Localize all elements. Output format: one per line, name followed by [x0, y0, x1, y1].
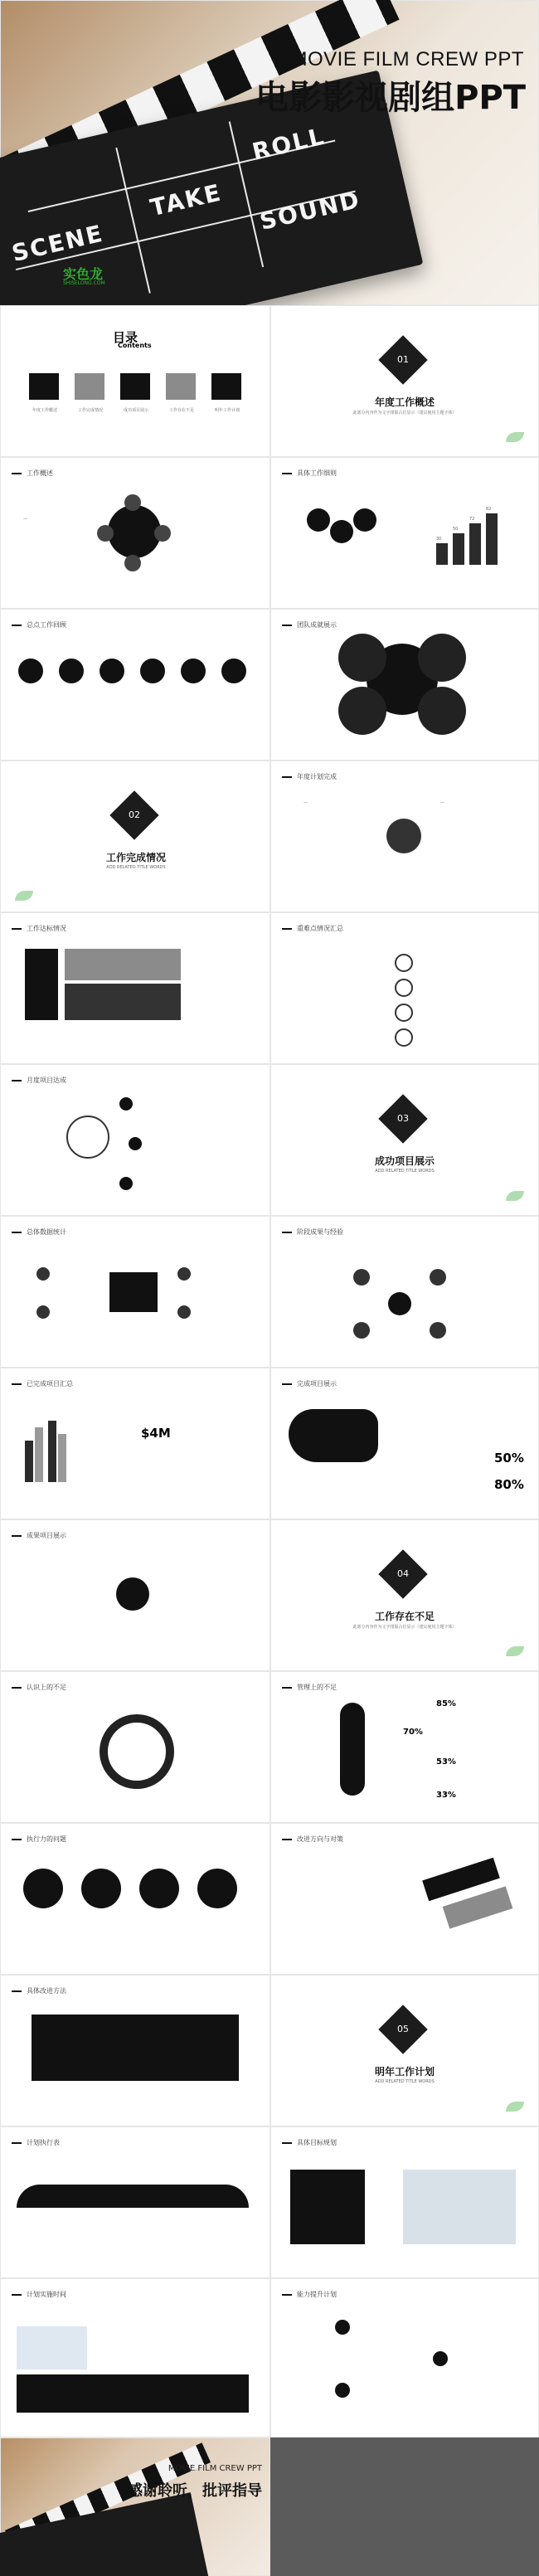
execution-icon [81, 1869, 121, 1908]
slide-header: 能力提升计划 [282, 2290, 337, 2299]
section-subtitle: 此部分内容作为文字排版占位显示（建议使用主题字体） [352, 1625, 457, 1630]
toc-title: 目录 [113, 330, 138, 345]
section-number: 05 [397, 2024, 409, 2034]
ring-chart [100, 1714, 174, 1789]
chart-bar [469, 523, 481, 565]
map-shape [289, 1409, 378, 1462]
stat-icon [36, 1305, 50, 1319]
cover-title: 电影影视剧组PPT [255, 79, 526, 117]
slide-header: 改进方向与对策 [282, 1835, 343, 1844]
board-word: TAKE [148, 178, 225, 222]
board-word: SOUND [257, 185, 363, 236]
section-number: 01 [397, 354, 409, 365]
network-node [129, 1137, 142, 1150]
plant-decoration [15, 891, 33, 901]
section-title: 成功项目展示 [374, 1155, 435, 1167]
ability-node [433, 2351, 448, 2366]
slide-toc [0, 305, 270, 457]
method-grid [32, 2015, 239, 2081]
board-word: SCENE [9, 219, 107, 268]
toc-item: 工作存在不足 [168, 408, 194, 413]
award-icon [386, 819, 421, 853]
closing-english-title: MOVIE FILM CREW PPT [168, 2464, 262, 2473]
toc-item: 工作完成情况 [77, 408, 103, 413]
outer-node [353, 1269, 370, 1286]
bar-value: 72 [469, 517, 475, 522]
bar-value: 50 [453, 527, 459, 532]
step-circle [395, 979, 413, 997]
flower-petal [418, 687, 466, 735]
plant-decoration [506, 432, 524, 442]
photo-placeholder [17, 2326, 87, 2369]
section-number: 02 [129, 809, 140, 820]
toc-item: 明年工作计划 [214, 408, 240, 413]
network-node [66, 1115, 109, 1159]
slide-header: 具体改进方法 [12, 1986, 66, 1995]
section-number: 04 [397, 1568, 409, 1579]
percent-label: 80% [494, 1477, 524, 1492]
review-icon [18, 659, 43, 683]
step-circle [395, 954, 413, 972]
review-icon [59, 659, 84, 683]
outer-node [353, 1322, 370, 1339]
key-icon-block [109, 1272, 158, 1312]
image-panel [65, 949, 181, 980]
board-word: ROLL [250, 122, 328, 166]
slide-header: 具体工作细则 [282, 469, 337, 478]
percent-label: 53% [436, 1757, 456, 1767]
slide-management [270, 1671, 539, 1823]
flower-petal [418, 634, 466, 682]
mountain-shape [17, 2185, 249, 2208]
slide-ability [270, 2278, 539, 2437]
slide-header: 执行力的问题 [12, 1835, 66, 1844]
slide-execution [0, 1823, 270, 1975]
toc-item: 成功项目展示 [123, 408, 148, 413]
logo-text: 实色龙 [63, 266, 104, 282]
chart-bar [436, 543, 448, 565]
section-title: 年度工作概述 [374, 396, 435, 408]
section-number-diamond [378, 1094, 427, 1143]
section-slide-04 [270, 1519, 539, 1671]
slide-goals [270, 2126, 539, 2278]
slide-header: 完成项目展示 [282, 1379, 337, 1388]
bar-value: 30 [436, 537, 442, 542]
percent-label: 85% [436, 1699, 456, 1708]
board-line [115, 148, 150, 294]
hub-node [124, 494, 141, 511]
cover-slide [0, 0, 539, 305]
slide-plan-table [0, 2126, 270, 2278]
review-icon [181, 659, 206, 683]
plant-decoration [506, 1646, 524, 1656]
stat-icon [36, 1267, 50, 1281]
step-circle [395, 1028, 413, 1047]
bar-value: 82 [486, 507, 492, 512]
slide-completed-projects [0, 1368, 270, 1519]
network-node [119, 1177, 133, 1190]
chart-bar [25, 1441, 33, 1482]
slide-header: 年度计划完成 [282, 772, 337, 781]
review-icon [140, 659, 165, 683]
percent-label: 33% [436, 1791, 456, 1800]
dark-panel [17, 2374, 249, 2413]
slide-header: 认识上的不足 [12, 1683, 66, 1692]
large-value: $4M [141, 1426, 171, 1441]
section-number-diamond [378, 1549, 427, 1598]
hex-icon [330, 520, 353, 543]
toc-subtitle: Contents [118, 342, 152, 349]
execution-icon [23, 1869, 63, 1908]
section-title: 工作存在不足 [374, 1611, 435, 1622]
review-icon [100, 659, 124, 683]
outer-node [430, 1322, 446, 1339]
network-node [119, 1097, 133, 1111]
slide-project-showcase [270, 1368, 539, 1519]
toc-item: 年度工作概述 [32, 408, 57, 413]
slide-result-network [0, 1519, 270, 1671]
ability-node [335, 2383, 350, 2398]
slide-work-details [270, 457, 539, 609]
section-subtitle: 此部分内容作为文字排版占位显示（建议使用主题字体） [352, 411, 457, 416]
slide-header: 计划执行表 [12, 2138, 60, 2147]
chart-bar [453, 533, 464, 565]
toc-block [75, 373, 104, 400]
slide-header: 计划实施时间 [12, 2290, 66, 2299]
outer-node [430, 1269, 446, 1286]
section-number-diamond [378, 2005, 427, 2054]
chart-bar [58, 1434, 66, 1482]
section-subtitle: ADD RELATED TITLE WORDS [106, 865, 166, 870]
percent-label: 50% [494, 1451, 524, 1465]
overview-text: — [23, 517, 27, 522]
slide-annual-plan [270, 761, 539, 912]
goal-icon-grid [290, 2170, 365, 2244]
section-number-diamond [378, 335, 427, 384]
dna-shape [340, 1703, 365, 1796]
slide-header: 成果项目展示 [12, 1531, 66, 1540]
plant-decoration [506, 1191, 524, 1201]
slide-header: 管理上的不足 [282, 1683, 337, 1692]
slide-header: 阶段成果与经验 [282, 1227, 343, 1237]
execution-icon [197, 1869, 237, 1908]
slide-header: 总点工作回顾 [12, 620, 66, 629]
execution-icon [139, 1869, 179, 1908]
flower-petal [338, 634, 386, 682]
brand-logo [63, 264, 105, 286]
slide-implementation-time [0, 2278, 270, 2437]
section-slide-01 [270, 305, 539, 457]
closing-slide [0, 2437, 270, 2576]
toc-block [211, 373, 241, 400]
center-node [388, 1292, 411, 1315]
slide-header: 已完成项目汇总 [12, 1379, 73, 1388]
plant-decoration [506, 2102, 524, 2112]
slide-problem-summary [270, 912, 539, 1064]
slide-overview [0, 457, 270, 609]
slide-improvement [270, 1823, 539, 1975]
section-slide-02 [0, 761, 270, 912]
slide-monthly-projects [0, 1064, 270, 1216]
review-icon [221, 659, 246, 683]
section-subtitle: ADD RELATED TITLE WORDS [375, 2079, 435, 2084]
hub-node [97, 525, 114, 542]
toc-block [29, 373, 59, 400]
section-number: 03 [397, 1113, 409, 1124]
chart-bar [35, 1427, 43, 1482]
slide-stage-results [270, 1216, 539, 1368]
slide-header: 团队成就展示 [282, 620, 337, 629]
photo-placeholder [403, 2170, 516, 2244]
slide-target-status [0, 912, 270, 1064]
toc-block [166, 373, 196, 400]
section-title: 明年工作计划 [374, 2066, 435, 2078]
slide-header: 重难点情况汇总 [282, 924, 343, 933]
plan-text: — [303, 800, 308, 805]
stat-icon [177, 1267, 191, 1281]
section-slide-05 [270, 1975, 539, 2126]
timeline-panel [25, 949, 58, 1020]
slide-header: 具体目标规划 [282, 2138, 337, 2147]
slide-header: 工作达标情况 [12, 924, 66, 933]
chart-bar [48, 1421, 56, 1482]
ability-node [335, 2320, 350, 2335]
percent-label: 70% [403, 1728, 423, 1737]
slide-data-stats [0, 1216, 270, 1368]
hex-icon [353, 508, 376, 532]
slide-awareness [0, 1671, 270, 1823]
toc-block [120, 373, 150, 400]
slide-header: 工作概述 [12, 469, 53, 478]
stat-icon [177, 1305, 191, 1319]
step-circle [395, 1004, 413, 1022]
slide-methods [0, 1975, 270, 2126]
flower-petal [338, 687, 386, 735]
slide-team [270, 609, 539, 761]
cover-english-title: MOVIE FILM CREW PPT [290, 48, 524, 70]
network-center [116, 1577, 149, 1611]
image-panel [65, 984, 181, 1020]
section-number-diamond [109, 790, 158, 839]
chart-bar [486, 513, 498, 565]
closing-title: 感谢聆听，批评指导 [128, 2482, 262, 2500]
hub-node [154, 525, 171, 542]
plan-text: — [440, 800, 444, 805]
section-slide-03 [270, 1064, 539, 1216]
slide-header: 月度项目达成 [12, 1076, 66, 1085]
slide-header: 总体数据统计 [12, 1227, 66, 1237]
section-title: 工作完成情况 [105, 852, 166, 863]
hex-icon [307, 508, 330, 532]
slide-review [0, 609, 270, 761]
hub-node [124, 555, 141, 571]
logo-subtext: SHISELONG.COM [63, 280, 105, 286]
hub-circle [108, 505, 161, 558]
section-subtitle: ADD RELATED TITLE WORDS [375, 1169, 435, 1174]
